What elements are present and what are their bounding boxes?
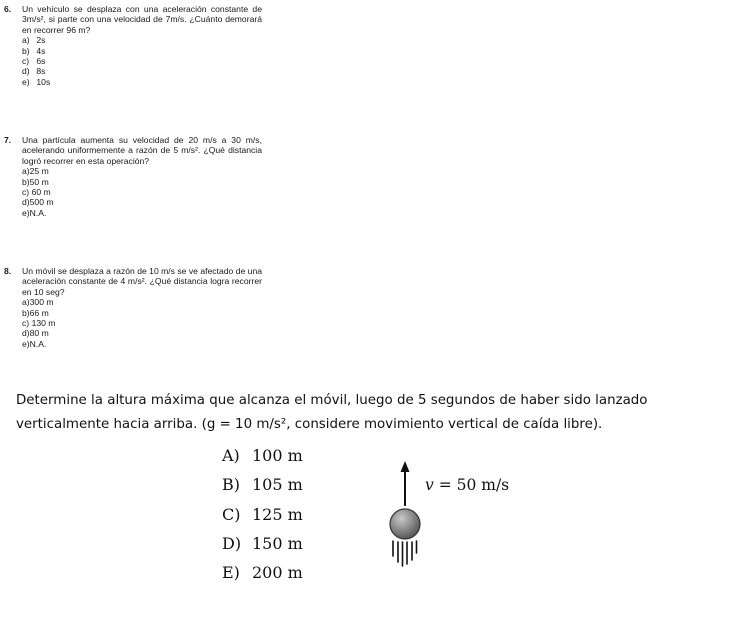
option	[22, 339, 262, 349]
option	[22, 297, 262, 307]
option-value: 2s	[36, 35, 46, 46]
answer-value: 125 m	[252, 504, 303, 524]
answer-value: 100 m	[252, 446, 303, 465]
option-letter: d)	[22, 66, 30, 77]
option-letter: b)	[22, 307, 30, 318]
answer-option	[222, 475, 303, 504]
problem-number: 7.	[4, 135, 12, 145]
option-letter: c)	[22, 56, 30, 67]
velocity-symbol: v	[425, 476, 434, 494]
option-letter: b)	[22, 176, 30, 187]
option-letter: c)	[22, 318, 30, 329]
option-value: 4s	[36, 45, 46, 56]
option-letter: a)	[22, 35, 30, 46]
answer-option	[222, 563, 303, 592]
option-value: 6s	[36, 56, 46, 67]
option-letter: a)	[22, 297, 30, 308]
problem-6	[4, 4, 262, 87]
problem-8	[4, 266, 262, 349]
option-value: 60 m	[31, 187, 51, 198]
problem-number: 6.	[4, 4, 12, 14]
answer-letter: A)	[222, 446, 240, 465]
answer-value: 150 m	[252, 533, 303, 553]
answer-option	[222, 534, 303, 563]
option-letter: c)	[22, 187, 30, 198]
velocity-equals: =	[433, 476, 457, 494]
answer-option	[222, 505, 303, 534]
option-value: 500 m	[29, 197, 54, 208]
option-value: 25 m	[29, 166, 49, 177]
option-value: N.A.	[29, 338, 47, 349]
option-list	[22, 166, 262, 218]
option-letter: a)	[22, 166, 30, 177]
option	[22, 187, 262, 197]
option-value: 66 m	[29, 307, 49, 318]
option	[22, 56, 262, 66]
option	[22, 308, 262, 318]
problem-text: Un vehículo se desplaza con una aceleración constante de 3m/s², si parte con una velocidad de 7m/s. ¿Cuánto demorará en recorrer 96 m?	[22, 4, 262, 35]
answer-options	[222, 446, 303, 592]
option-letter: d)	[22, 328, 30, 339]
problem-number: 8.	[4, 266, 12, 276]
answer-value: 200 m	[252, 563, 303, 583]
option-letter: e)	[22, 207, 30, 218]
option-value: 300 m	[29, 297, 54, 308]
option-letter: e)	[22, 76, 30, 87]
main-problem-statement: Determine la altura máxima que alcanza el móvil, luego de 5 segundos de haber sido lanzado verticalmente hacia arriba. (g = 10 m/s², considere movimiento vertical de caída libre).	[16, 393, 648, 432]
option-value: 50 m	[29, 176, 49, 187]
option-value: 80 m	[29, 328, 49, 339]
ball-icon	[390, 509, 420, 539]
option	[22, 197, 262, 207]
option-letter: b)	[22, 45, 30, 56]
option-value: 8s	[36, 66, 46, 77]
answer-option	[222, 446, 303, 475]
answer-letter: E)	[222, 563, 240, 583]
problem-text: Una partícula aumenta su velocidad de 20 m/s a 30 m/s, acelerando uniformemente a razón de 5 m/s². ¿Qué distancia logró recorrer en esta operación?	[22, 135, 262, 166]
motion-lines-icon	[393, 541, 417, 566]
answer-letter: C)	[222, 504, 241, 524]
option-letter: e)	[22, 338, 30, 349]
velocity-value: 50 m/s	[456, 476, 510, 494]
answer-letter: B)	[222, 475, 240, 495]
velocity-label	[425, 476, 509, 494]
answer-value: 105 m	[252, 475, 303, 495]
option	[22, 318, 262, 328]
option	[22, 166, 262, 176]
problem-text: Un móvil se desplaza a razón de 10 m/s se ve afectado de una aceleración constante de 4 m/s². ¿Qué distancia logra recorrer en 10 seg?	[22, 266, 262, 297]
option-value: N.A.	[29, 207, 47, 218]
option-value: 130 m	[31, 318, 56, 329]
option-letter: d)	[22, 197, 30, 208]
option	[22, 66, 262, 76]
option-value: 10s	[36, 76, 51, 87]
problem-7	[4, 135, 262, 218]
option	[22, 46, 262, 56]
option	[22, 208, 262, 218]
option	[22, 177, 262, 187]
option	[22, 77, 262, 87]
option	[22, 35, 262, 45]
option-list	[22, 297, 262, 349]
option-list	[22, 35, 262, 87]
velocity-arrow-icon	[401, 461, 410, 506]
answer-letter: D)	[222, 533, 242, 553]
option	[22, 328, 262, 338]
